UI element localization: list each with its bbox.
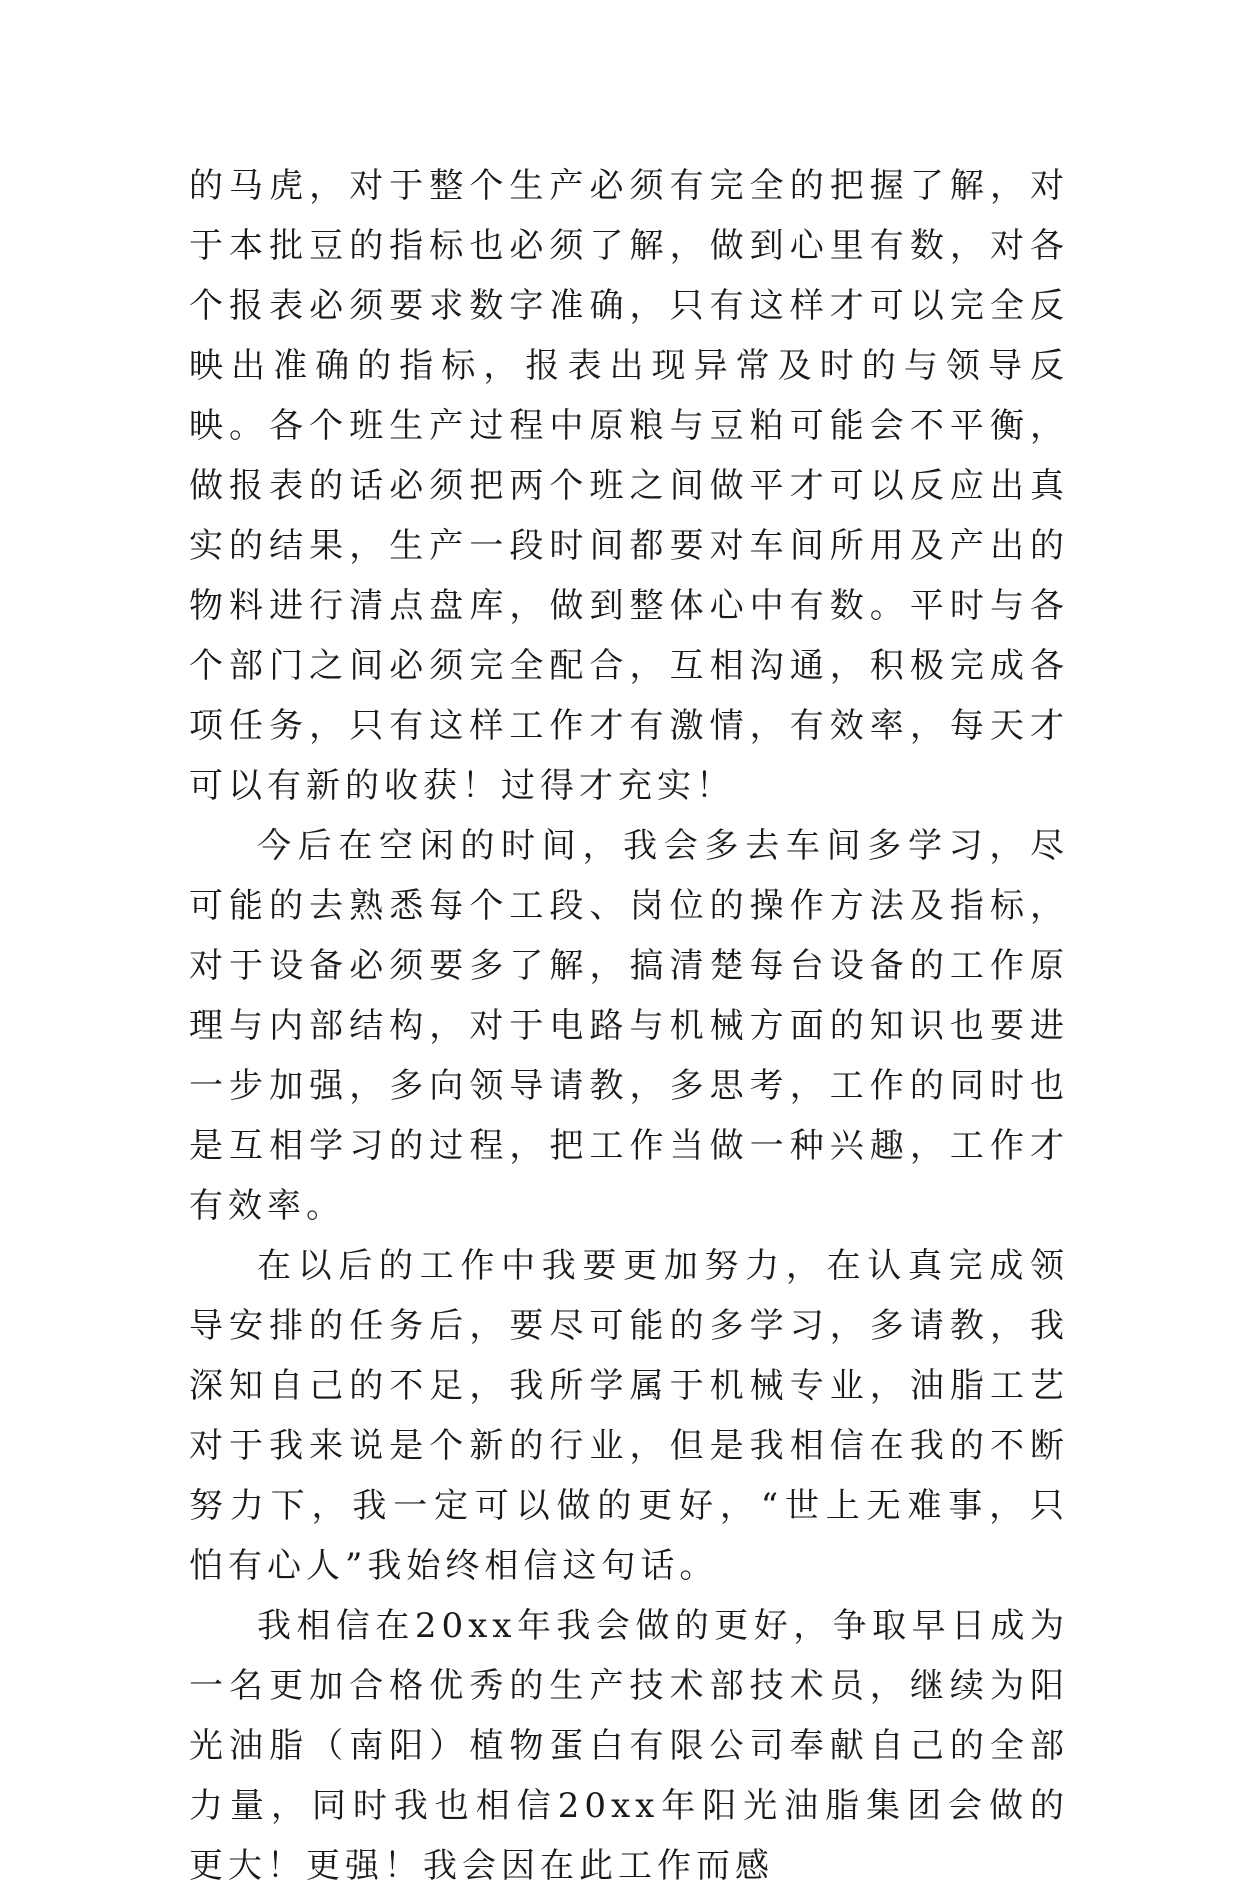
paragraph-3: 在以后的工作中我要更加努力，在认真完成领导安排的任务后，要尽可能的多学习，多请教，我深知自己的不足，我所学属于机械专业，油脂工艺对于我来说是个新的行业，但是我相信在我的不断努力下，我一定可以做的更好，“世上无难事，只怕有心人”我始终相信这句话。	[189, 1246, 1069, 1586]
paragraph-1: 的马虎，对于整个生产必须有完全的把握了解，对于本批豆的指标也必须了解，做到心里有数，对各个报表必须要求数字准确，只有这样才可以完全反映出准确的指标，报表出现异常及时的与领导反映。各个班生产过程中原粮与豆粕可能会不平衡，做报表的话必须把两个班之间做平才可以反应出真实的结果，生产一段时间都要对车间所用及产出的物料进行清点盘库，做到整体心中有数。平时与各个部门之间必须完全配合，互相沟通，积极完成各项任务，只有这样工作才有激情，有效率，每天才可以有新的收获！过得才充实！	[189, 166, 1069, 806]
document-body	[189, 156, 1069, 1896]
paragraph-2: 今后在空闲的时间，我会多去车间多学习，尽可能的去熟悉每个工段、岗位的操作方法及指标，对于设备必须要多了解，搞清楚每台设备的工作原理与内部结构，对于电路与机械方面的知识也要进一步加强，多向领导请教，多思考，工作的同时也是互相学习的过程，把工作当做一种兴趣，工作才有效率。	[189, 826, 1069, 1226]
paragraph-4: 我相信在20xx年我会做的更好，争取早日成为一名更加合格优秀的生产技术部技术员，继续为阳光油脂（南阳）植物蛋白有限公司奉献自己的全部力量，同时我也相信20xx年阳光油脂集团会做的更大！更强！我会因在此工作而感	[189, 1606, 1069, 1886]
